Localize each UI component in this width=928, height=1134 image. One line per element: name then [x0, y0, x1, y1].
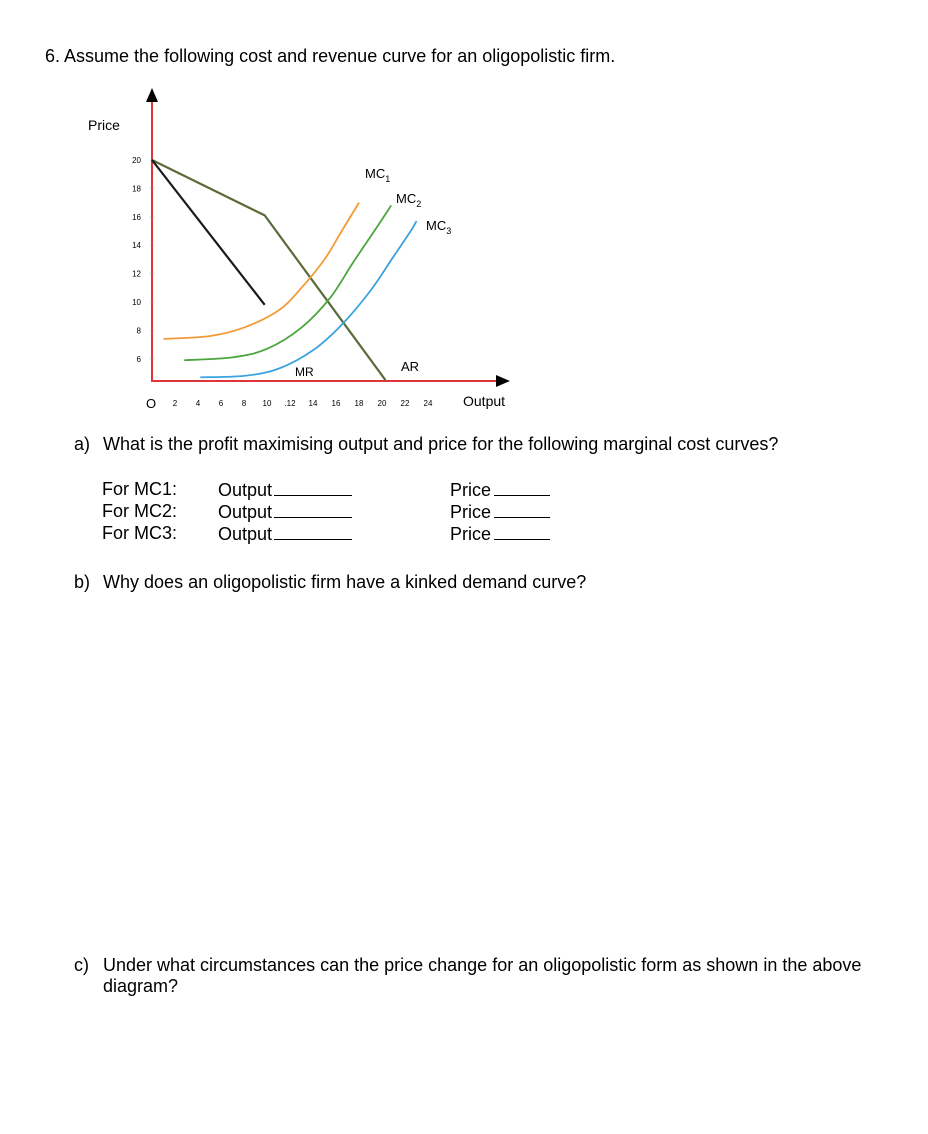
x-tick-label: 10	[262, 399, 272, 408]
curve-label-mc3: $MC_3$	[426, 218, 452, 236]
part-c-letter: c)	[74, 955, 89, 975]
curve-label-mr: MR	[295, 365, 314, 379]
mc2-output-field[interactable]	[218, 500, 352, 522]
x-tick-label: 14	[308, 399, 318, 408]
part-b-letter: b)	[74, 572, 91, 592]
price-label: Price	[450, 524, 492, 544]
mc1-price-field[interactable]	[450, 478, 550, 500]
y-tick-label: 8	[136, 326, 141, 336]
part-a-text: What is the profit maximising output and price for the following marginal cost curves?	[103, 434, 779, 454]
curve-ar	[152, 160, 385, 380]
x-tick-label: 18	[354, 399, 364, 408]
mc2-row-label: For MC2:	[102, 501, 178, 521]
origin-label: O	[146, 396, 157, 411]
part-c-text: Under what circumstances can the price change for an oligopolistic form as shown in the above diagram?	[103, 955, 862, 996]
answer-blank[interactable]	[274, 522, 352, 540]
part-c-question	[74, 955, 874, 997]
curve-label-ar: AR	[401, 359, 420, 374]
curve-label-mc1: $MC_1$	[365, 166, 391, 184]
output-label: Output	[218, 502, 273, 522]
mc3-price-field[interactable]	[450, 522, 550, 544]
y-tick-label: 16	[132, 212, 141, 222]
mc1-row-label: For MC1:	[102, 479, 178, 499]
part-a-question	[74, 434, 778, 455]
x-tick-label: 8	[241, 399, 247, 408]
x-axis-arrow	[496, 375, 510, 387]
part-a-letter: a)	[74, 434, 91, 454]
y-tick-label: 20	[132, 156, 141, 165]
y-axis-arrow	[146, 88, 158, 102]
part-b-question	[74, 572, 586, 593]
answer-blank[interactable]	[494, 478, 550, 496]
answer-blank[interactable]	[494, 522, 550, 540]
x-tick-label: 16	[331, 399, 341, 408]
x-axis-label: Output	[463, 393, 506, 409]
answer-blank[interactable]	[274, 500, 352, 518]
price-label: Price	[450, 480, 492, 500]
curve-mc2	[184, 205, 391, 360]
x-tick-label: 20	[377, 399, 387, 408]
y-tick-label: 12	[132, 269, 141, 279]
y-tick-label: 10	[132, 298, 141, 307]
curve-mc3	[200, 221, 416, 377]
x-tick-label: .12	[284, 399, 296, 408]
x-tick-label: 2	[172, 399, 178, 408]
mc3-output-field[interactable]	[218, 522, 352, 544]
curve-mr	[152, 160, 265, 305]
output-label: Output	[218, 524, 273, 544]
answer-blank[interactable]	[494, 500, 550, 518]
mc2-price-field[interactable]	[450, 500, 550, 522]
question-title: 6. Assume the following cost and revenue curve for an oligopolistic firm.	[45, 46, 616, 66]
answer-blank[interactable]	[274, 478, 352, 496]
y-axis-label: Price	[88, 117, 120, 133]
x-tick-label: 6	[218, 399, 224, 408]
curve-label-mc2: $MC_2$	[396, 191, 422, 209]
mc1-output-field[interactable]	[218, 478, 352, 500]
curve-mc1	[164, 203, 360, 339]
x-tick-label: 24	[423, 399, 433, 408]
x-tick-label: 22	[400, 399, 410, 408]
x-tick-label: 4	[195, 399, 201, 408]
part-b-text: Why does an oligopolistic firm have a kinked demand curve?	[103, 572, 587, 592]
y-tick-label: 18	[132, 184, 141, 194]
kinked-demand-chart	[0, 0, 928, 420]
price-label: Price	[450, 502, 492, 522]
mc3-row-label: For MC3:	[102, 523, 178, 543]
output-label: Output	[218, 480, 273, 500]
y-tick-label: 14	[132, 241, 141, 251]
y-tick-label: 6	[136, 354, 141, 364]
